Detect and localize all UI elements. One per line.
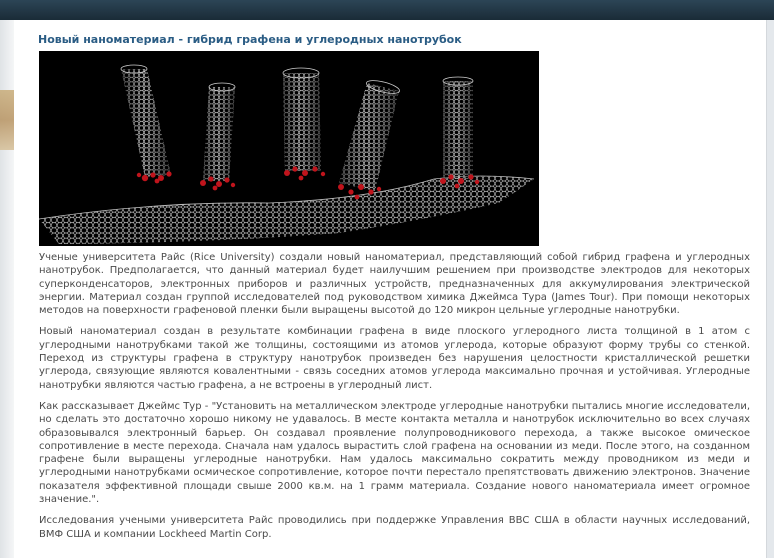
- top-bar: [0, 0, 774, 20]
- article-title[interactable]: Новый наноматериал - гибрид графена и углеродных нанотрубок: [38, 33, 462, 46]
- article-body: [39, 251, 750, 549]
- article-image: [39, 51, 539, 246]
- left-decoration: [0, 20, 14, 558]
- article-paragraph-4: Исследования учеными университета Райс проводились при поддержке Управления ВВС США в области научных исследований, ВМФ США и компании Lockheed Martin Corp.: [39, 515, 750, 540]
- article-paragraph-3: Как рассказывает Джеймс Тур - "Установить на металлическом электроде углеродные нанотрубки пытались многие исследователи, но сделать это достаточно хорошо никому не удавалось. В месте контакта металла и нанотрубок исключительно во всех случаях образовывался электронный барьер. Он создавал проявление полупроводникового перехода, а также высокое омическое сопротивление в месте перехода. Сначала нам удалось вырастить слой графена на основании из меди. После этого, на созданном графене были выращены углеродные нанотрубки. Нам удалось максимально сократить между проводником из меди и углеродными нанотрубками осмическое сопротивление, которое почти перестало препятствовать движению электронов. Значение показателя эффективной площади свыше 2000 кв.м. на 1 грамм материала. Создание нового наноматериала имеет огромное значение.".: [39, 400, 750, 506]
- scrollbar-edge[interactable]: [766, 20, 774, 558]
- article-paragraph-1: Ученые университета Райс (Rice University) создали новый наноматериал, представляющий собой гибрид графена и углеродных нанотрубок. Предполагается, что данный материал будет наилучшим решением при производстве электродов для некоторых суперконденсаторов, электронных приборов и различных устройств, предназначенных для аккумулирования электрической энергии. Материал создан группой исследователей под руководством химика Джеймса Тура (James Tour). При помощи некоторых методов на поверхности графеновой пленки были выращены высотой до 120 микрон цельные углеродные нанотрубки.: [39, 252, 750, 317]
- article-paragraph-2: Новый наноматериал создан в результате комбинации графена в виде плоского углеродного листа толщиной в 1 атом с углеродными нанотрубками такой же толщины, состоящими из атомов углерода, которые образуют форму трубы со стенкой. Переход из структуры графена в структуру нанотрубок произведен без нарушения целостности кристаллической решетки углерода, связующие являются ковалентными - связь соседних атомов углерода максимально прочная и устойчивая. Углеродные нанотрубки являются частью графена, а не встроены в углеродный лист.: [39, 326, 750, 391]
